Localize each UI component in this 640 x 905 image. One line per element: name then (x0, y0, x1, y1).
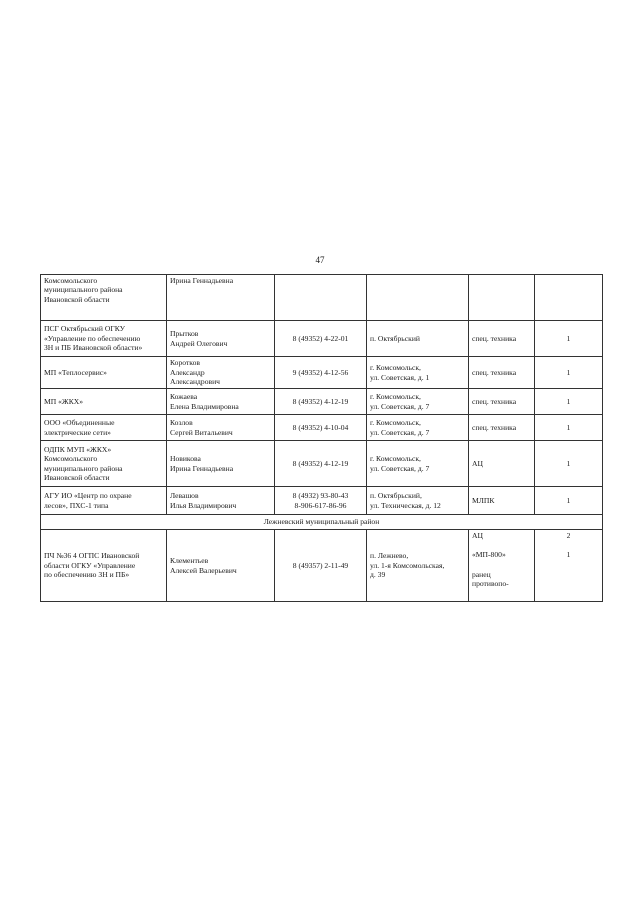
person-cell (167, 415, 275, 441)
phone-cell-line: 8 (49357) 2-11-49 (292, 560, 349, 570)
person-cell (167, 357, 275, 389)
address-cell-line: г. Комсомольск, (370, 454, 421, 464)
org-cell (41, 357, 167, 389)
address-cell (367, 530, 469, 602)
person-cell-line: Прытков (170, 329, 199, 339)
org-cell (41, 389, 167, 415)
count-cell-line: 1 (566, 396, 571, 406)
table-row (41, 357, 603, 389)
org-cell (41, 321, 167, 357)
equipment-cell (469, 321, 535, 357)
person-cell-line: Клементьев (170, 556, 209, 566)
address-cell-line: ул. Советская, д. 1 (370, 372, 430, 382)
org-cell-line: лесов», ПХС-1 типа (44, 500, 109, 510)
org-cell-line: Ивановской области (44, 472, 110, 482)
count-cell (535, 357, 603, 389)
org-cell-line: Комсомольского (44, 454, 98, 464)
equipment-cell-line: спец. техника (472, 367, 517, 377)
address-cell-line: п. Октябрьский, (370, 491, 422, 501)
phone-cell (275, 357, 367, 389)
person-cell (167, 321, 275, 357)
org-cell-line: муниципального района (44, 285, 123, 295)
address-cell-line: ул. Советская, д. 7 (370, 401, 430, 411)
org-cell-line: ОДПК МУП «ЖКХ» (44, 444, 112, 454)
count-cell-line: 1 (566, 367, 571, 377)
address-cell (367, 487, 469, 515)
count-cell-line: 1 (566, 458, 571, 468)
org-cell (41, 415, 167, 441)
equipment-cell-line: противопо- (472, 579, 509, 589)
address-cell (367, 321, 469, 357)
org-cell-line: МП «Теплосервис» (44, 367, 107, 377)
org-cell-line: АГУ ИО «Центр по охране (44, 491, 132, 501)
equipment-cell (469, 487, 535, 515)
org-cell-line: ПЧ №36 4 ОГПС Ивановской (44, 551, 140, 561)
address-cell-line: ул. Советская, д. 7 (370, 463, 430, 473)
phone-cell-line: 9 (49352) 4-12-56 (292, 367, 349, 377)
phone-cell (275, 415, 367, 441)
equipment-cell-line: ранец (472, 569, 491, 579)
org-cell (41, 441, 167, 487)
equipment-cell-line: АЦ (472, 531, 483, 540)
equipment-cell-line: спец. техника (472, 333, 517, 343)
address-cell-line: г. Комсомольск, (370, 392, 421, 402)
count-cell-line: 1 (566, 333, 571, 343)
count-cell-line: 1 (566, 550, 571, 560)
equipment-cell (469, 530, 535, 602)
phone-cell (275, 441, 367, 487)
equipment-cell-line: МЛПК (472, 495, 495, 505)
table-row (41, 275, 603, 321)
org-cell-line: ЗН и ПБ Ивановской области» (44, 343, 143, 353)
org-cell-line: электрические сети» (44, 427, 111, 437)
person-cell-line: Андрей Олегович (170, 338, 228, 348)
org-cell-line: Комсомольского (44, 276, 98, 285)
org-cell-line: Ивановской области (44, 294, 110, 304)
phone-cell-line: 8 (49352) 4-10-04 (292, 422, 349, 432)
count-cell-line: 1 (566, 422, 571, 432)
org-cell (41, 487, 167, 515)
equipment-cell-line: спец. техника (472, 422, 517, 432)
address-cell (367, 357, 469, 389)
org-cell (41, 275, 167, 321)
equipment-cell (469, 441, 535, 487)
person-cell-line: Ирина Геннадьевна (170, 463, 234, 473)
equipment-cell-line: спец. техника (472, 396, 517, 406)
count-cell (535, 389, 603, 415)
person-cell (167, 487, 275, 515)
count-cell-line: 1 (566, 495, 571, 505)
person-cell-line: Елена Владимировна (170, 401, 239, 411)
count-cell (535, 415, 603, 441)
address-cell-line: ул. 1-я Комсомольская, (370, 560, 445, 570)
address-cell-line: п. Лежнево, (370, 551, 409, 561)
phone-cell-line: 8-906-617-86-96 (294, 500, 347, 510)
person-cell-line: Александрович (170, 377, 220, 387)
equipment-cell-line: АЦ (472, 458, 483, 468)
person-cell-line: Илья Владимирович (170, 500, 237, 510)
person-cell-line: Новикова (170, 454, 201, 464)
org-cell (41, 530, 167, 602)
phone-cell-line: 8 (4932) 93-80-43 (292, 491, 349, 501)
person-cell (167, 275, 275, 321)
address-cell (367, 275, 469, 321)
person-cell-line: Коротков (170, 358, 200, 368)
table-row (41, 487, 603, 515)
person-cell (167, 441, 275, 487)
person-cell (167, 530, 275, 602)
phone-cell (275, 389, 367, 415)
count-cell (535, 275, 603, 321)
person-cell-line: Левашов (170, 491, 199, 501)
org-cell-line: области ОГКУ «Управление (44, 560, 136, 570)
phone-cell (275, 487, 367, 515)
address-cell-line: ул. Советская, д. 7 (370, 427, 430, 437)
equipment-cell (469, 275, 535, 321)
table-row (41, 389, 603, 415)
page-number: 47 (315, 255, 325, 265)
address-cell-line: г. Комсомольск, (370, 418, 421, 428)
address-cell (367, 441, 469, 487)
org-cell-line: по обеспечению ЗН и ПБ» (44, 570, 130, 580)
org-cell-line: «Управление по обеспечению (44, 333, 141, 343)
phone-cell-line: 8 (49352) 4-12-19 (292, 458, 349, 468)
address-cell-line: д. 39 (370, 570, 386, 580)
person-cell-line: Александр (170, 367, 205, 377)
person-cell-line: Кожаева (170, 392, 198, 402)
section-row (41, 515, 603, 530)
address-cell-line: п. Октябрьский (370, 333, 420, 343)
section-title: Лежневский муниципальный район (41, 515, 603, 530)
address-cell (367, 415, 469, 441)
count-cell (535, 441, 603, 487)
address-cell (367, 389, 469, 415)
equipment-cell-line: «МП-800» (472, 550, 506, 560)
org-cell-line: ПСГ Октябрьский ОГКУ (44, 324, 125, 334)
person-cell-line: Сергей Витальевич (170, 427, 233, 437)
count-cell (535, 321, 603, 357)
table-row (41, 530, 603, 602)
phone-cell (275, 321, 367, 357)
address-cell-line: г. Комсомольск, (370, 363, 421, 373)
table-row (41, 441, 603, 487)
equipment-cell (469, 357, 535, 389)
person-cell-line: Алексей Валерьевич (170, 565, 237, 575)
phone-cell (275, 530, 367, 602)
count-cell-line: 2 (566, 531, 571, 540)
org-cell-line: МП «ЖКХ» (44, 396, 84, 406)
table-body (41, 275, 603, 602)
org-cell-line: муниципального района (44, 463, 123, 473)
count-cell (535, 530, 603, 602)
table-row (41, 321, 603, 357)
person-cell-line: Козлов (170, 418, 193, 428)
phone-cell-line: 8 (49352) 4-22-01 (292, 333, 349, 343)
equipment-cell (469, 415, 535, 441)
org-cell-line: ООО «Объединенные (44, 418, 115, 428)
person-cell-line: Ирина Геннадьевна (170, 276, 234, 285)
phone-cell-line: 8 (49352) 4-12-19 (292, 396, 349, 406)
table-row (41, 415, 603, 441)
person-cell (167, 389, 275, 415)
address-cell-line: ул. Техническая, д. 12 (370, 500, 441, 510)
equipment-cell (469, 389, 535, 415)
resources-table (40, 274, 603, 602)
count-cell (535, 487, 603, 515)
phone-cell (275, 275, 367, 321)
